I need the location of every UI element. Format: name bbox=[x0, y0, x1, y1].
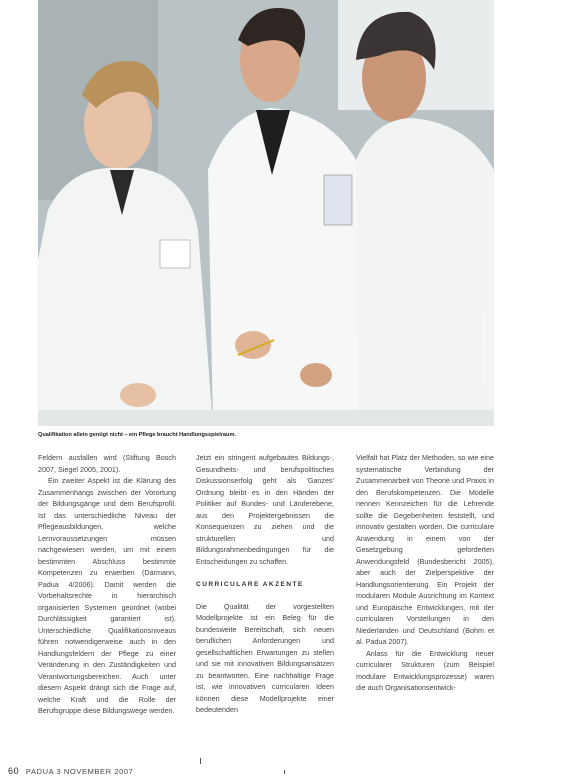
page-number: 60 bbox=[8, 766, 20, 776]
text-column-1 bbox=[38, 452, 176, 717]
paragraph: Anlass für die Entwicklung neuer curricularer Strukturen (zum Beispiel modulare Entwicklungsprozesse) waren die auch Organisationsentwick- bbox=[356, 648, 494, 692]
crop-mark bbox=[284, 770, 285, 774]
text-column-2 bbox=[196, 452, 334, 716]
crop-mark bbox=[200, 758, 201, 764]
paragraph: Feldern ausfallen wird (Stiftung Bosch 2007, Siegel 2005, 2001). bbox=[38, 453, 176, 474]
section-heading: CURRICULARE AKZENTE bbox=[196, 581, 304, 588]
paragraph: Ein zweiter Aspekt ist die Klärung des Zusammenhangs zwischen der Vorortung der Bildungsgänge und dem Berufsprofil. Ist das unterschiedliche Niveau der Pflegeausbildungen, welche Lernvoraussetzungen müssen nachgewiesen werden, um mit einem bestimmten Abschluss bestimmte Kompetenzen zu erwerben (Darmann, Padua 4/2006). Damit werden die Vorbehaltsrechte in hierarchisch organisierten Systemen geordnet (wobei Durchlässigkeit garantiert ist). Unterschiedliche Qualifikationsniveaus führen notwendigerweise auch in den Handlungsfeldern der Pflege zu einer Veränderung in den Zuständigkeiten und Verantwortungsbereichen. Auch unter diesem Aspekt drängt sich die Frage auf, welche Kraft und die Rolle der Berufsgruppe diese Bildungswege werden. bbox=[38, 476, 176, 715]
paragraph: Vielfalt hat Platz der Methoden, so wie eine systematische Verbindung der Zusammenarbeit von Theorie und Praxis in den Berufskompetenzen. Die Modelle nennen Kennzeichen für die Lehrende sollte die Gegebenheiten feststellt, und innovativ gestalten worden. Die curriculare Anwendung in einem von der Gesetzgebung geforderten Anwendungsfeld (Bundesbericht 2005), aber auch der Zielperspektive der Handlungsorientierung. Ein Projekt der modularen Module Ausrichtung im Kontext und Europäische Entwicklungen, mit der curricularen Vorstellungen in den Niederlanden und Deutschland (Bohm et al. Padua 2007). bbox=[356, 453, 494, 646]
page-footer bbox=[8, 766, 133, 776]
photo-caption: Qualifikation allein genügt nicht – ein Pflege braucht Handlungsspielraum. bbox=[38, 432, 236, 438]
photo-three-clinicians bbox=[38, 0, 494, 426]
photo-illustration bbox=[38, 0, 494, 426]
paragraph: Jetzt ein stringent aufgebautes Bildungs-, Gesundheits- und berufspolitisches Diskussionserfolg geht als 'Ganzes' Ordnung bleibt es in den Händen der Politiker auf Bundes- und Länderebene, aus den Projektergebnissen die Konsequenzen zu ziehen und die strukturellen und Bildungsrahmenbedingungen für die Entscheidungen zu schaffen. bbox=[196, 453, 334, 566]
photo-credit: FOTO: STUDIO NAHRUNG bbox=[482, 313, 488, 386]
journal-issue: PADUA 3 NOVEMBER 2007 bbox=[25, 767, 134, 776]
text-column-3 bbox=[356, 452, 494, 694]
paragraph: Die Qualität der vorgestellten Modellprojekte ist ein Beleg für die bundesweite Bereitschaft, sich neuen beruflichen Anforderungen und gesellschaftlichen Erwartungen zu stellen und sie mit innovativen Bildungsansätzen zu beantworten. Eine nachhaltige Frage ist, wie innovativen curricularen Ideen können diese Modellprojekte einer bedeutenden bbox=[196, 601, 334, 714]
